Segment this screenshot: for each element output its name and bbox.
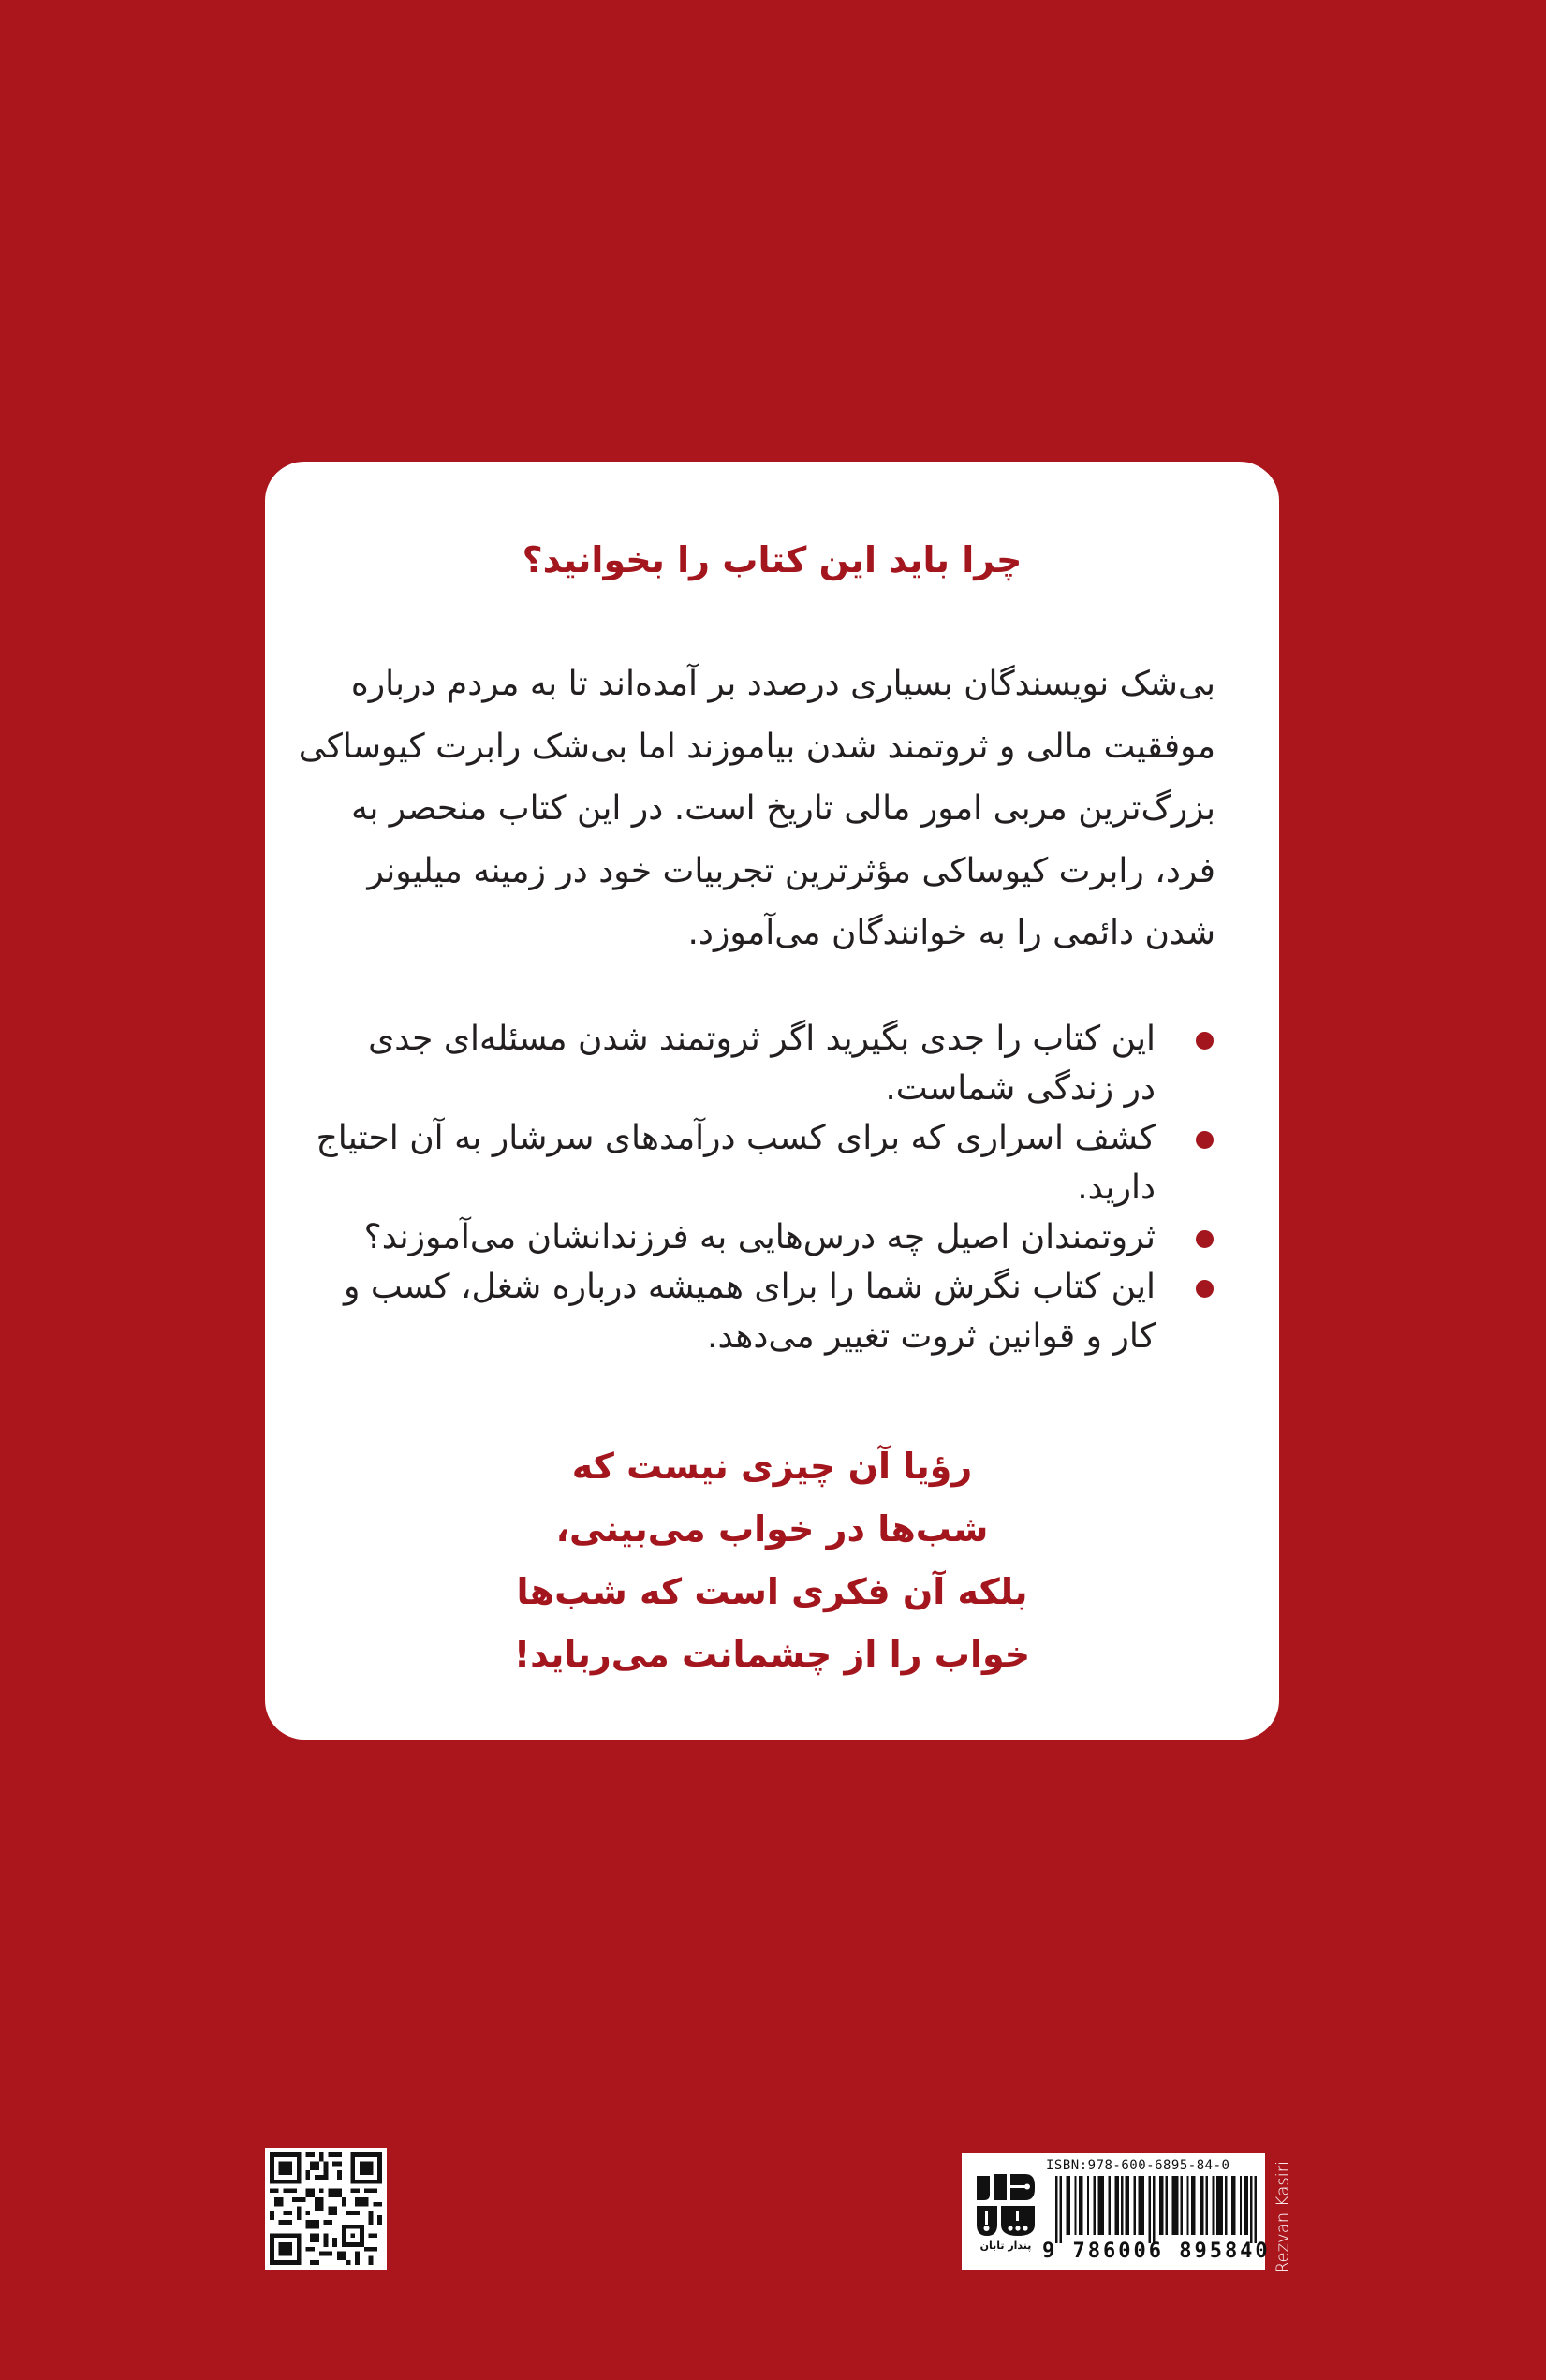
bullet-item <box>326 1014 1221 1113</box>
publisher-name: پندار تابان <box>979 2240 1032 2252</box>
bullet-item <box>316 1113 1221 1212</box>
intro-line: شدن دائمی را به خوانندگان می‌آموزد. <box>687 914 1215 952</box>
quote-line: خواب را از چشمانت می‌رباید! <box>513 1634 1031 1675</box>
bullet-line: کشف اسراری که برای کسب درآمدهای سرشار به آن احتیاج <box>316 1119 1156 1157</box>
bullet-line: در زندگی شماست. <box>885 1069 1156 1108</box>
designer-credit <box>1269 2158 1297 2275</box>
intro-paragraph <box>298 654 1215 965</box>
bullet-list <box>316 1014 1221 1361</box>
intro-line: فرد، رابرت کیوساکی مؤثرترین تجربیات خود در زمینه میلیونر <box>367 851 1215 890</box>
quote-line: رؤیا آن چیزی نیست که <box>571 1446 973 1487</box>
qr-code-icon[interactable] <box>265 2148 387 2270</box>
intro-line: بی‌شک نویسندگان بسیاری درصدد بر آمده‌اند تا به مردم درباره <box>350 665 1215 703</box>
bullet-line: این کتاب نگرش شما را برای همیشه درباره شغل، کسب و <box>344 1268 1156 1306</box>
ean-digits: 9 786006 895840 <box>1042 2240 1271 2263</box>
intro-line: بزرگ‌ترین مربی امور مالی تاریخ است. در این کتاب منحصر به <box>351 789 1215 828</box>
quote-block <box>265 1435 1279 1686</box>
designer-credit-text: Rezvan Kasiri <box>1273 2160 1293 2273</box>
bullet-line: دارید. <box>1077 1168 1156 1207</box>
bullet-dot-icon <box>1196 1230 1214 1248</box>
isbn-label: ISBN:978-600-6895-84-0 <box>1046 2158 1230 2173</box>
intro-line: موفقیت مالی و ثروتمند شدن بیاموزند اما بی‌شک رابرت کیوساکی <box>298 727 1215 766</box>
bullet-dot-icon <box>1196 1032 1214 1050</box>
bullet-dot-icon <box>1196 1131 1214 1149</box>
bullet-item <box>326 1212 1221 1262</box>
info-card <box>265 462 1279 1740</box>
barcode-panel <box>962 2153 1271 2270</box>
barcode-icon <box>1055 2176 1257 2243</box>
bullet-line: این کتاب را جدی بگیرید اگر ثروتمند شدن مسئله‌ای جدی <box>368 1020 1156 1058</box>
quote-line: بلکه آن فکری است که شب‌ها <box>516 1571 1028 1612</box>
bullet-line: کار و قوانین ثروت تغییر می‌دهد. <box>707 1317 1156 1356</box>
card-title: چرا باید این کتاب را بخوانید؟ <box>522 539 1023 580</box>
bullet-item <box>326 1262 1221 1361</box>
quote-line: شب‌ها در خواب می‌بینی، <box>555 1508 989 1550</box>
bullet-line: ثروتمندان اصیل چه درس‌هایی به فرزندانشان می‌آموزند؟ <box>363 1218 1156 1256</box>
bullet-dot-icon <box>1196 1280 1214 1298</box>
